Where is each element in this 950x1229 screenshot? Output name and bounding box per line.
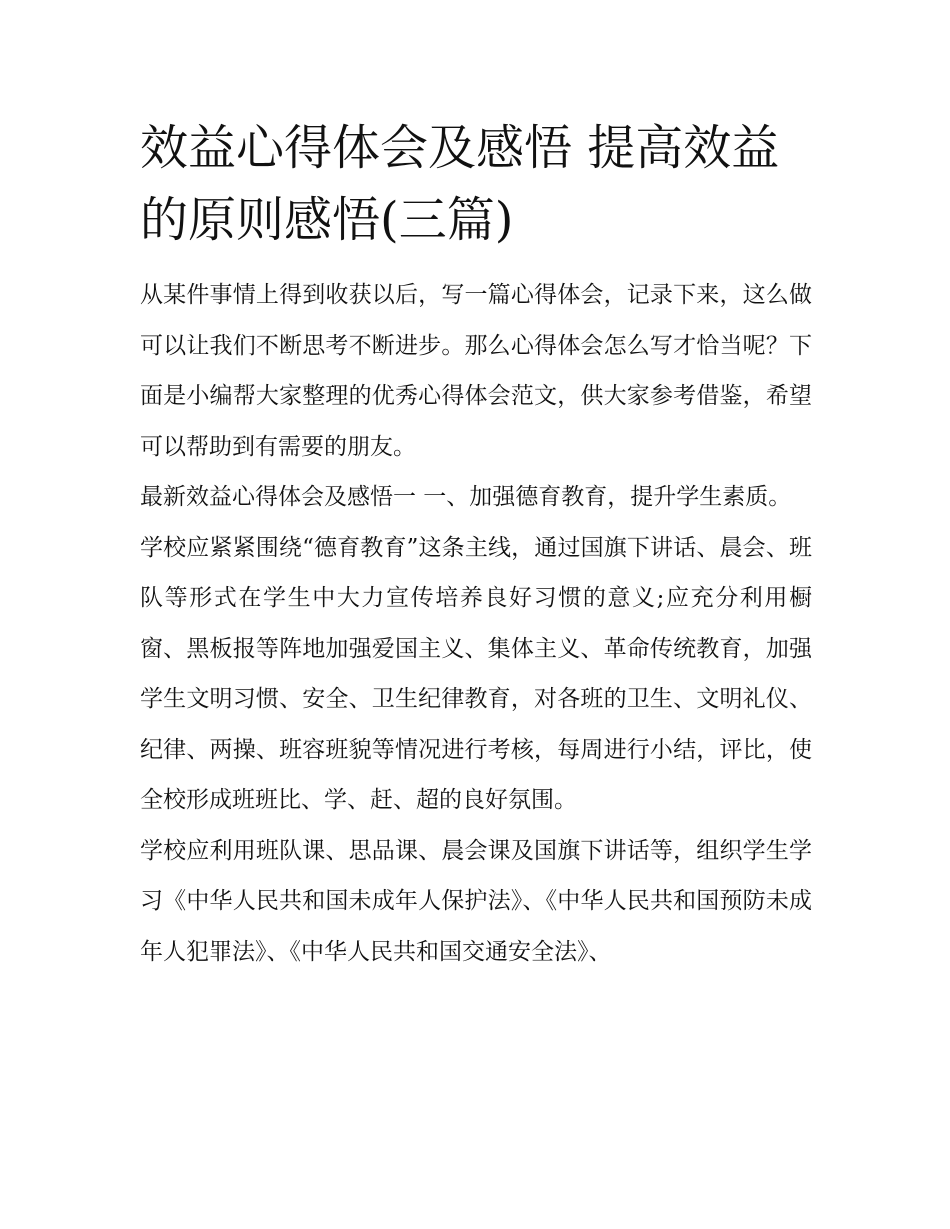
- paragraph-law-study: 学校应利用班队课、思品课、晨会课及国旗下讲话等，组织学生学习《中华人民共和国未成年人保护法》、《中华人民共和国预防未成年人犯罪法》、《中华人民共和国交通安全法》、: [140, 837, 812, 965]
- paragraph-moral-education: 学校应紧紧围绕“德育教育”这条主线，通过国旗下讲话、晨会、班队等形式在学生中大力宣传培养良好习惯的意义;应充分利用橱窗、黑板报等阵地加强爱国主义、集体主义、革命传统教育，加强学生文明习惯、安全、卫生纪律教育，对各班的卫生、文明礼仪、纪律、两操、班容班貌等情况进行考核，每周进行小结，评比，使全校形成班班比、学、赶、超的良好氛围。: [140, 534, 812, 813]
- document-page: [140, 112, 812, 977]
- document-title: 效益心得体会及感悟 提高效益的原则感悟(三篇): [140, 120, 780, 248]
- paragraph-section-one-heading: 最新效益心得体会及感悟一 一、加强德育教育，提升学生素质。: [140, 484, 792, 510]
- paragraph-intro: 从某件事情上得到收获以后，写一篇心得体会，记录下来，这么做可以让我们不断思考不断进步。那么心得体会怎么写才恰当呢？下面是小编帮大家整理的优秀心得体会范文，供大家参考借鉴，希望可以帮助到有需要的朋友。: [140, 282, 812, 460]
